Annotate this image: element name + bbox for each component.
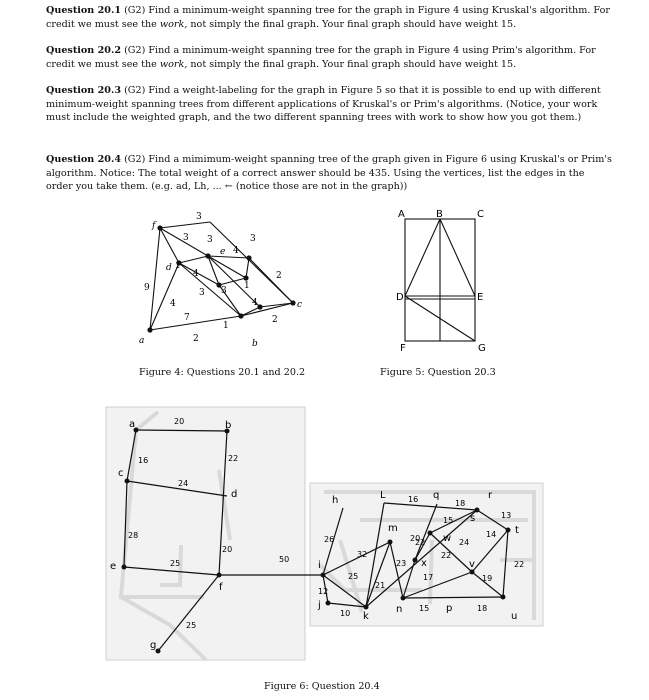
- fig4-weight: 2: [276, 271, 282, 281]
- fig4-vertex-e: e: [220, 247, 226, 257]
- graph-edge: [150, 228, 160, 330]
- fig6-weight: 28: [128, 531, 139, 540]
- fig6-weight: 20: [174, 417, 185, 426]
- fig6-weight: 22: [415, 538, 426, 547]
- graph-vertex: [243, 275, 248, 280]
- fig6-vertex-x: x: [421, 558, 427, 569]
- fig5-vertex-D: D: [396, 292, 404, 303]
- figure-5: [405, 219, 475, 341]
- fig5-vertex-A: A: [398, 209, 405, 220]
- graph-vertex: [388, 540, 393, 545]
- graph-vertex: [506, 528, 511, 533]
- fig6-weight: 21: [375, 581, 386, 590]
- fig6-vertex-j: j: [318, 600, 321, 611]
- fig6-weight: 10: [340, 609, 351, 618]
- fig6-weight: 20: [222, 545, 233, 554]
- graph-vertex: [246, 255, 251, 260]
- fig4-weight: 4: [252, 298, 258, 308]
- fig4-weight: 1: [175, 261, 181, 271]
- graph-edge: [160, 222, 210, 228]
- fig6-weight: 25: [186, 621, 197, 630]
- fig6-weight: 23: [396, 559, 407, 568]
- graph-vertex: [470, 570, 475, 575]
- fig4-weight: 2: [193, 334, 199, 344]
- fig6-vertex-p: p: [446, 603, 453, 614]
- fig6-weight: 12: [318, 587, 329, 596]
- fig6-vertex-c: c: [118, 468, 124, 479]
- question-20-3: Question 20.3 (G2) Find a weight-labeling for the graph in Figure 5 so that it is possible to end up with different minimum-weight spanning trees from different applications of Kruskal's or Prim's algorithms. (Notice, your work must include the weighted graph, and the two different spanning trees with work to show how you got them.): [46, 85, 601, 124]
- graph-edge: [150, 263, 179, 330]
- graph-vertex: [238, 313, 243, 318]
- fig4-weight: 7: [184, 313, 190, 323]
- fig6-vertex-f: f: [219, 582, 223, 593]
- fig4-vertex-d: d: [166, 263, 172, 273]
- graph-vertex: [290, 300, 295, 305]
- fig5-vertex-B: B: [436, 209, 443, 220]
- graph-edge: [179, 256, 208, 263]
- fig6-weight: 22: [441, 551, 452, 560]
- fig6-vertex-a: a: [129, 419, 136, 430]
- graph-vertex: [401, 596, 406, 601]
- figure-4: [150, 222, 293, 330]
- fig4-weight: 4: [193, 269, 199, 279]
- graph-edge: [260, 303, 293, 307]
- fig5-vertex-C: C: [477, 209, 484, 220]
- fig6-weight: 16: [408, 495, 419, 504]
- fig6-vertex-g: g: [150, 640, 157, 651]
- fig6-weight: 26: [324, 535, 335, 544]
- fig6-vertex-e: e: [110, 561, 117, 572]
- fig6-weight: 18: [455, 499, 466, 508]
- question-20-4: Question 20.4 (G2) Find a mimimum-weight spanning tree of the graph given in Figure 6 using Kruskal's or Prim's algorithm. Notice: The total weight of a correct answer should be 435. Using the vertices, list the edges in the order you take them. (e.g. ad, Lh, ... ← (notice those are not in the graph)): [46, 154, 612, 193]
- fig6-vertex-u: u: [511, 611, 518, 622]
- fig6-vertex-q: q: [433, 490, 440, 501]
- graph-vertex: [147, 327, 152, 332]
- fig5-vertex-E: E: [477, 292, 484, 303]
- fig6-vertex-v: v: [469, 559, 475, 570]
- graph-vertex: [364, 605, 369, 610]
- fig4-weight: 3: [221, 286, 227, 296]
- fig6-vertex-k: k: [363, 611, 369, 622]
- question-20-1: Question 20.1 (G2) Find a minimum-weight spanning tree for the graph in Figure 4 using Kruskal's algorithm. For credit we must see the work, not simply the final graph. Your final graph should have weight 15.: [46, 5, 610, 30]
- fig4-weight: 3: [196, 212, 202, 222]
- fig6-weight: 13: [501, 511, 512, 520]
- fig4-vertex-f: f: [152, 221, 156, 231]
- fig4-vertex-c: c: [297, 300, 303, 310]
- fig6-weight: 16: [138, 456, 149, 465]
- graph-edge: [179, 263, 241, 316]
- fig6-vertex-s: s: [470, 513, 476, 524]
- fig4-weight: 1: [244, 281, 250, 291]
- figure-4-caption: Figure 4: Questions 20.1 and 20.2: [139, 367, 306, 378]
- fig6-weight: 15: [419, 604, 430, 613]
- fig6-vertex-n: n: [396, 604, 403, 615]
- graph-vertex: [125, 479, 130, 484]
- fig6-weight: 17: [423, 573, 434, 582]
- figure-6-background: [106, 407, 543, 660]
- graph-edge: [405, 219, 440, 296]
- fig4-vertex-a: a: [139, 336, 145, 346]
- graph-vertex: [475, 508, 480, 513]
- fig6-weight: 20: [410, 534, 421, 543]
- fig5-vertex-F: F: [400, 343, 406, 354]
- graph-edge: [208, 256, 219, 285]
- fig6-weight: 18: [477, 604, 488, 613]
- fig4-weight: 3: [183, 233, 189, 243]
- fig6-weight: 22: [228, 454, 239, 463]
- graph-edge: [440, 219, 475, 296]
- fig4-weight: 4: [170, 299, 176, 309]
- fig6-weight: 14: [486, 530, 497, 539]
- fig6-weight: 25: [348, 572, 359, 581]
- graph-vertex: [321, 573, 326, 578]
- graph-vertex: [257, 304, 262, 309]
- graph-vertex: [501, 595, 506, 600]
- fig4-weight: 3: [207, 235, 213, 245]
- fig4-weight: 3: [250, 234, 256, 244]
- graph-vertex: [413, 558, 418, 563]
- graph-vertex: [122, 565, 127, 570]
- fig6-vertex-d: d: [231, 489, 238, 500]
- fig4-weight: 1: [223, 321, 229, 331]
- fig6-vertex-h: h: [332, 495, 339, 506]
- fig6-vertex-w: w: [443, 533, 452, 544]
- fig6-vertex-r: r: [488, 490, 493, 501]
- fig6-weight: 24: [459, 538, 470, 547]
- graph-vertex: [157, 225, 162, 230]
- fig4-weight: 4: [233, 246, 239, 256]
- fig4-weight: 2: [272, 315, 278, 325]
- fig6-vertex-b: b: [225, 420, 232, 431]
- graph-vertex: [326, 601, 331, 606]
- fig6-vertex-L: L: [380, 490, 386, 501]
- figure-6-caption: Figure 6: Question 20.4: [264, 681, 380, 692]
- graph-edge: [179, 263, 219, 285]
- fig6-weight: 24: [178, 479, 189, 488]
- graph-vertex: [217, 573, 222, 578]
- fig6-vertex-i: i: [318, 560, 321, 571]
- fig6-weight: 22: [514, 560, 525, 569]
- figure-5-caption: Figure 5: Question 20.3: [380, 367, 496, 378]
- graph-edge: [246, 258, 249, 278]
- question-20-2: Question 20.2 (G2) Find a minimum-weight spanning tree for the graph in Figure 4 using Prim's algorithm. For credit we must see the work, not simply the final graph. Your final graph should have weight 15.: [46, 45, 596, 70]
- graph-edge: [241, 303, 293, 316]
- graph-vertex: [205, 253, 210, 258]
- graph-vertex: [428, 531, 433, 536]
- graph-edge: [208, 256, 249, 258]
- fig5-vertex-G: G: [478, 343, 486, 354]
- fig6-weight: 25: [170, 559, 181, 568]
- fig6-weight: 32: [357, 550, 368, 559]
- fig6-vertex-t: t: [515, 525, 519, 536]
- fig6-weight: 15: [443, 516, 454, 525]
- fig6-weight: 19: [482, 574, 493, 583]
- fig4-weight: 9: [144, 283, 150, 293]
- graph-edge: [249, 258, 293, 303]
- fig6-weight: 50: [279, 555, 290, 564]
- fig4-vertex-b: b: [252, 339, 258, 349]
- fig6-vertex-m: m: [388, 523, 398, 534]
- fig4-weight: 3: [199, 288, 205, 298]
- graph-edge: [219, 278, 246, 285]
